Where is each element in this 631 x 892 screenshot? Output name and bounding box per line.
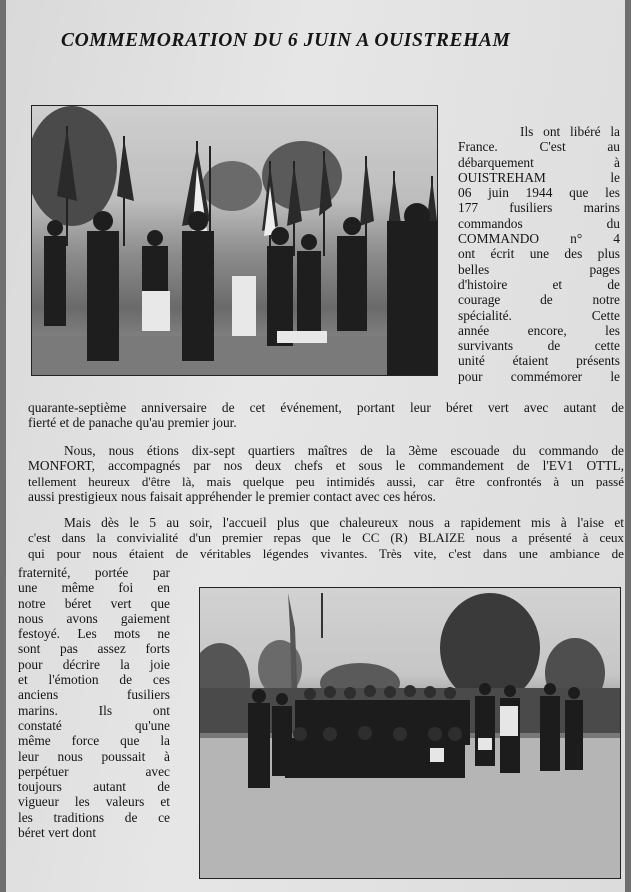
text-line: et l'émotion de ces [18,672,170,688]
text-line: notre béret vert que [18,595,170,611]
text-line: débarquement à [458,154,620,170]
group-photo [199,587,621,879]
text-line: béret vert dont [18,825,97,841]
text-line: survivants de cette [458,338,620,354]
text-line: nous avons gaiement [18,610,170,626]
text-line: d'histoire et de [458,276,620,292]
text-line: quarante-septième anniversaire de cet événement, portant leur béret vert avec autant de [28,400,624,415]
text-line: 177 fusiliers marins [458,200,620,216]
paragraph-2 [28,443,624,504]
magazine-page [6,0,625,892]
text-line: sont pas assez forts [18,641,170,657]
text-line: tellement heureux d'être là, mais quelque peu intimidés aussi, car être confrontés à un passé [28,473,624,489]
text-line: même force que la [18,733,170,749]
text-line: 06 juin 1944 que les [458,185,620,201]
text-line: leur nous poussait à [18,748,170,764]
text-line: c'est dans la convivialité d'un premier repas que le CC (R) BLAIZE nous a présenté à ceux [28,530,624,546]
text-line: Mais dès le 5 au soir, l'accueil plus que chaleureux nous a rapidement mis à l'aise et [64,515,624,530]
text-line: année encore, les [458,322,620,338]
text-line: France. C'est au [458,139,620,155]
text-line: toujours autant de [18,779,170,795]
text-line: une même foi en [18,580,170,596]
text-line: fierté et de panache qu'au premier jour. [28,415,237,431]
text-line: spécialité. Cette [458,307,620,323]
text-line: OUISTREHAM le [458,169,620,185]
text-line: constaté qu'une [18,717,170,733]
text-line: perpétuer avec [18,763,170,779]
text-line: MONFORT, accompagnés par nos deux chefs et sous le commandement de l'EV1 OTTL, [28,458,624,474]
group-photo-drawing [200,588,620,878]
paragraph-3 [28,515,624,561]
left-column-text [18,565,170,840]
text-line: COMMANDO n° 4 [458,231,620,247]
text-line: marins. Ils ont [18,702,170,718]
paragraph-1-continuation [28,400,624,431]
text-line: anciens fusiliers [18,687,170,703]
page-title: COMMEMORATION DU 6 JUIN A OUISTREHAM [61,30,511,51]
ceremony-photo [31,105,438,376]
text-line: Nous, nous étions dix-sept quartiers maîtres de la 3ème escouade du commando de [64,443,624,458]
text-line: pour décrire la joie [18,656,170,672]
text-line: courage de notre [458,292,620,308]
text-line: aussi prestigieux nous faisait appréhender le premier contact avec ces héros. [28,488,436,504]
text-line: festoyé. Les mots ne [18,626,170,642]
text-line: vigueur les valeurs et [18,794,170,810]
text-line: belles pages [458,261,620,277]
text-line: les traditions de ce [18,809,170,825]
right-column-text [458,124,620,384]
text-line: qui pour nous étaient de véritables légendes vivantes. Très vite, c'est dans une ambiance de [28,545,624,561]
text-line: unité étaient présents [458,353,620,369]
text-line: pour commémorer le [458,368,620,384]
text-line: commandos du [458,215,620,231]
text-line: ont écrit une des plus [458,246,620,262]
ceremony-photo-drawing [32,106,437,375]
text-line: fraternité, portée par [18,565,170,580]
text-line: Ils ont libéré la [520,124,620,139]
